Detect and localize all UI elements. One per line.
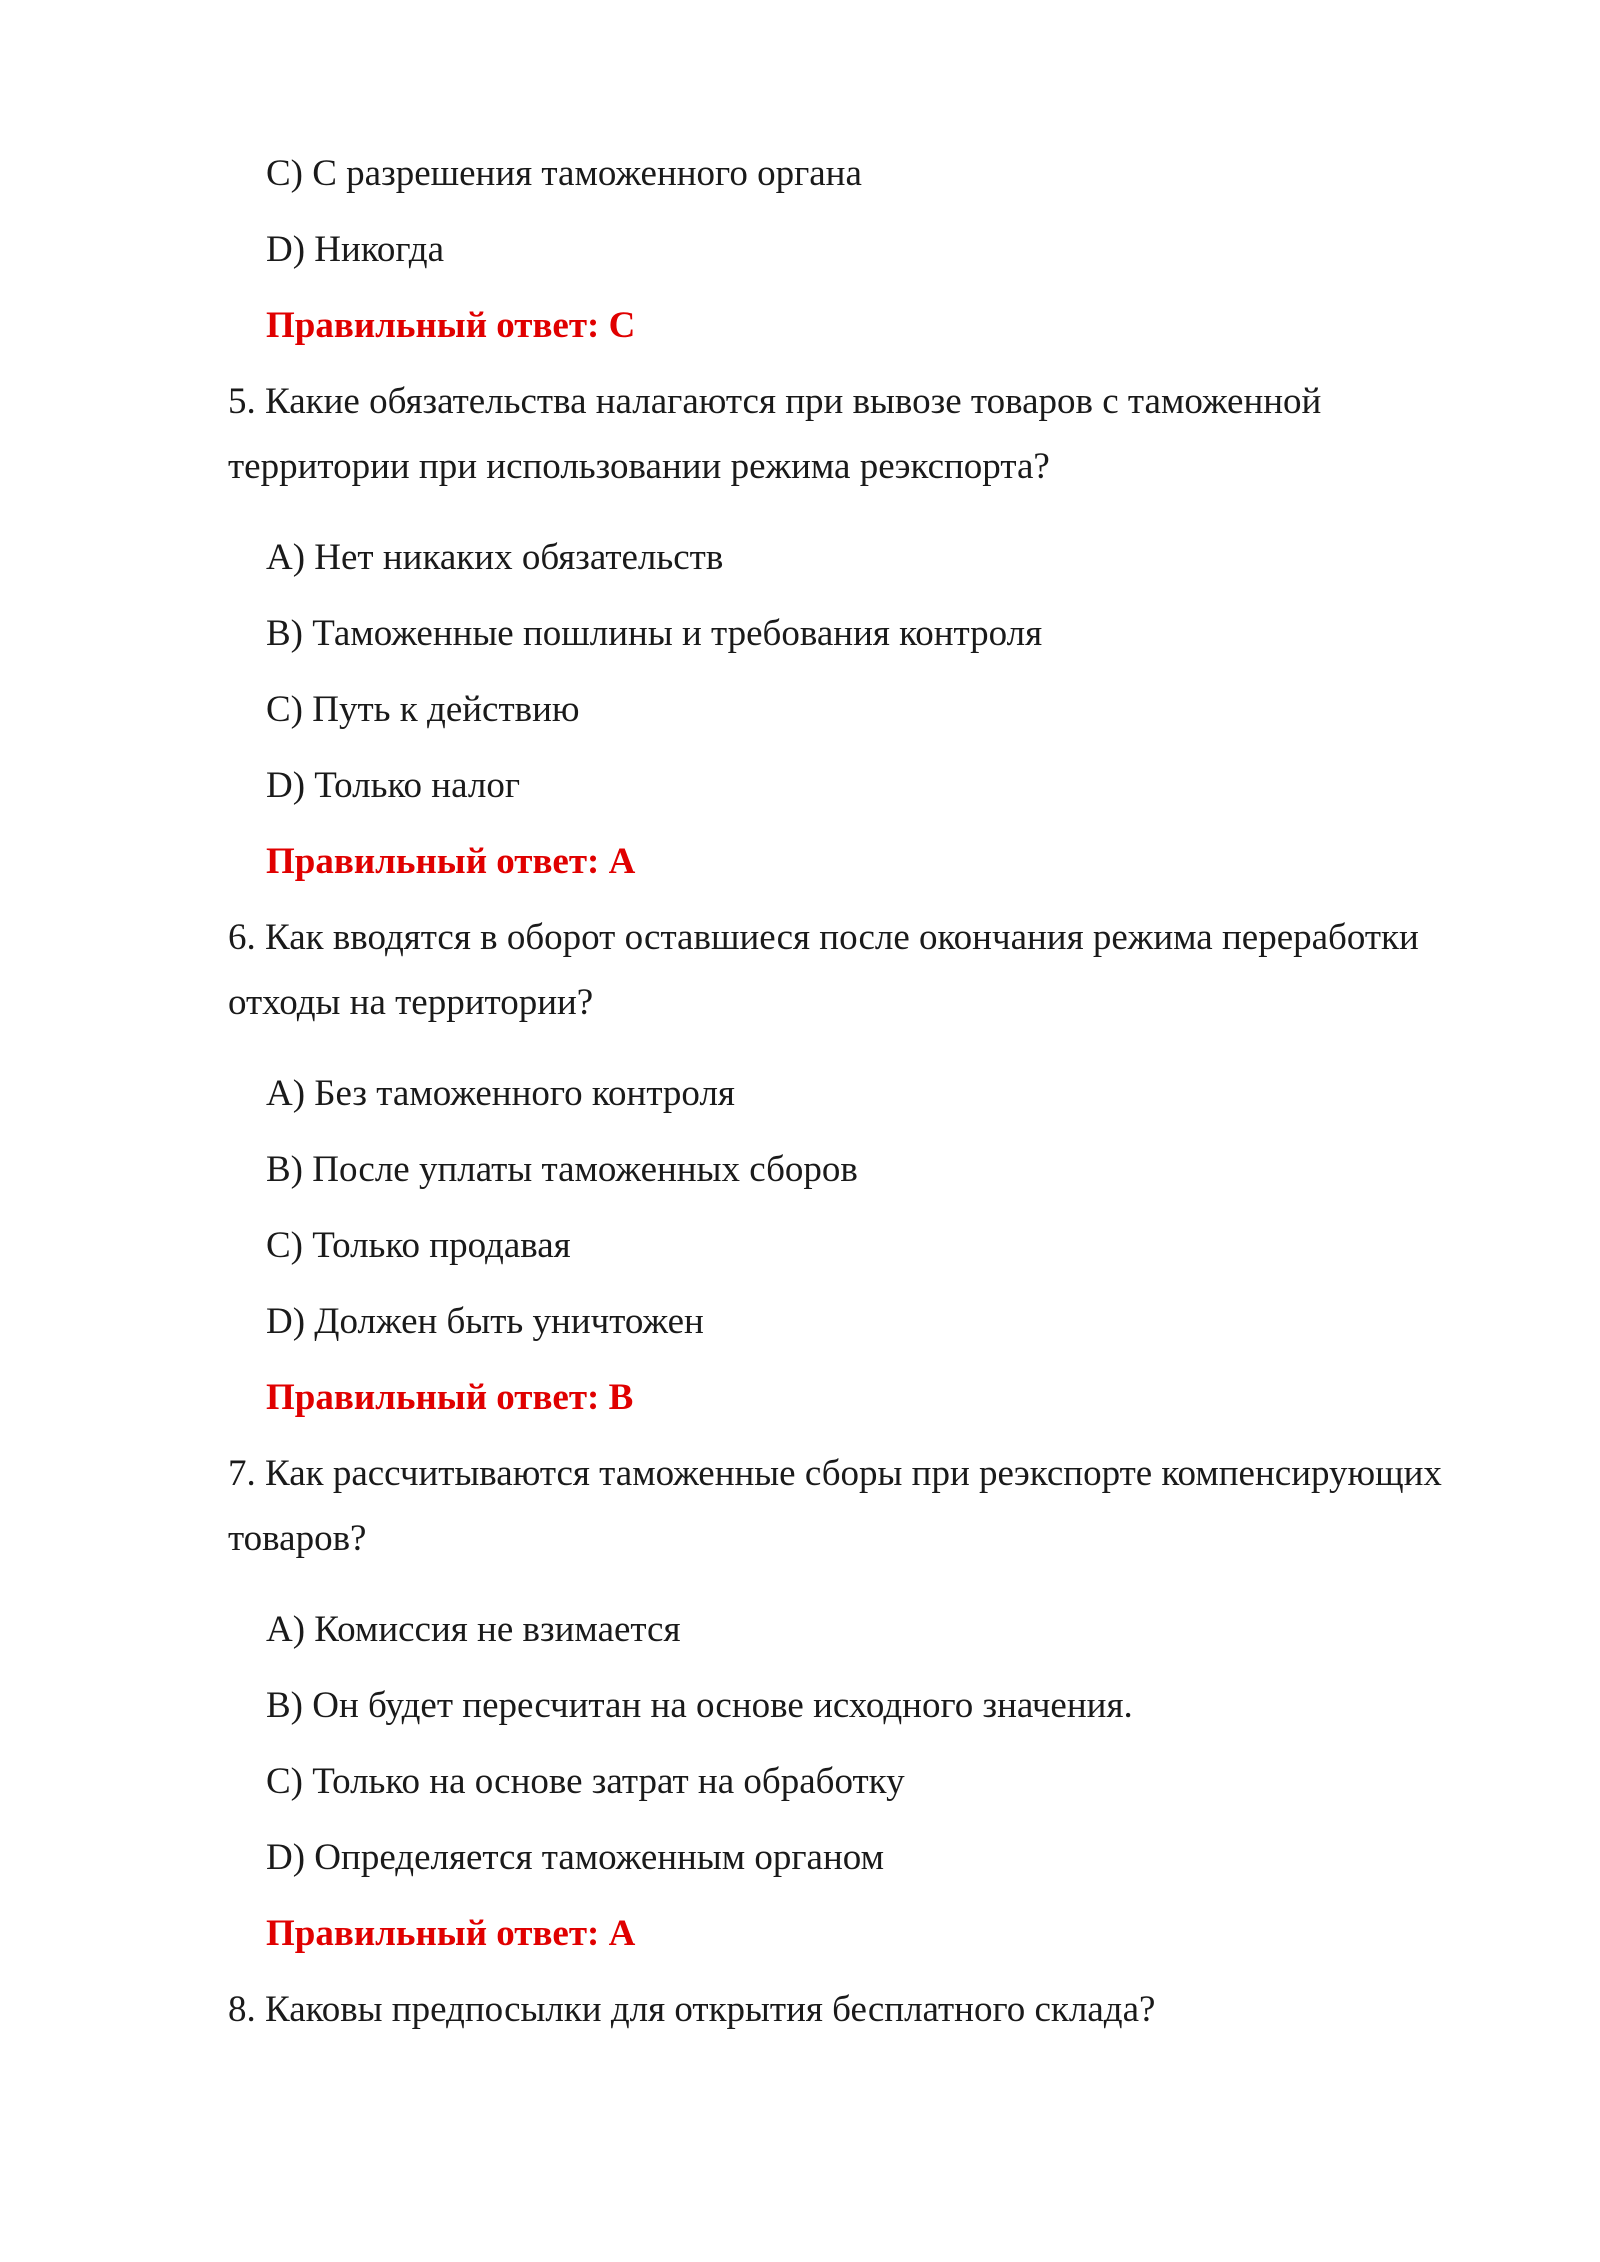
option-line: B) Он будет пересчитан на основе исходного значения. — [266, 1685, 1133, 1726]
question-line: товаров? — [228, 1518, 367, 1559]
option-line: D) Никогда — [266, 229, 444, 270]
correct-answer: Правильный ответ: A — [266, 841, 636, 882]
question-line: 8. Каковы предпосылки для открытия бесплатного склада? — [228, 1989, 1156, 2030]
correct-answer: Правильный ответ: B — [266, 1377, 634, 1418]
option-line: C) Только продавая — [266, 1225, 571, 1266]
option-line: A) Без таможенного контроля — [266, 1073, 735, 1114]
option-line: A) Нет никаких обязательств — [266, 537, 724, 578]
correct-answer: Правильный ответ: A — [266, 1913, 636, 1954]
option-line: C) Путь к действию — [266, 689, 580, 730]
option-line: A) Комиссия не взимается — [266, 1609, 681, 1650]
question-line: 5. Какие обязательства налагаются при вывозе товаров с таможенной — [228, 381, 1322, 422]
option-line: D) Только налог — [266, 765, 520, 806]
option-line: D) Должен быть уничтожен — [266, 1301, 704, 1342]
question-line: 7. Как рассчитываются таможенные сборы при реэкспорте компенсирующих — [228, 1453, 1442, 1494]
option-line: D) Определяется таможенным органом — [266, 1837, 884, 1878]
question-line: отходы на территории? — [228, 982, 594, 1023]
option-line: C) Только на основе затрат на обработку — [266, 1761, 905, 1802]
question-line: территории при использовании режима реэкспорта? — [228, 446, 1050, 487]
option-line: B) Таможенные пошлины и требования контроля — [266, 613, 1043, 654]
question-line: 6. Как вводятся в оборот оставшиеся после окончания режима переработки — [228, 917, 1419, 958]
option-line: C) С разрешения таможенного органа — [266, 153, 862, 194]
option-line: B) После уплаты таможенных сборов — [266, 1149, 858, 1190]
correct-answer: Правильный ответ: C — [266, 305, 636, 346]
